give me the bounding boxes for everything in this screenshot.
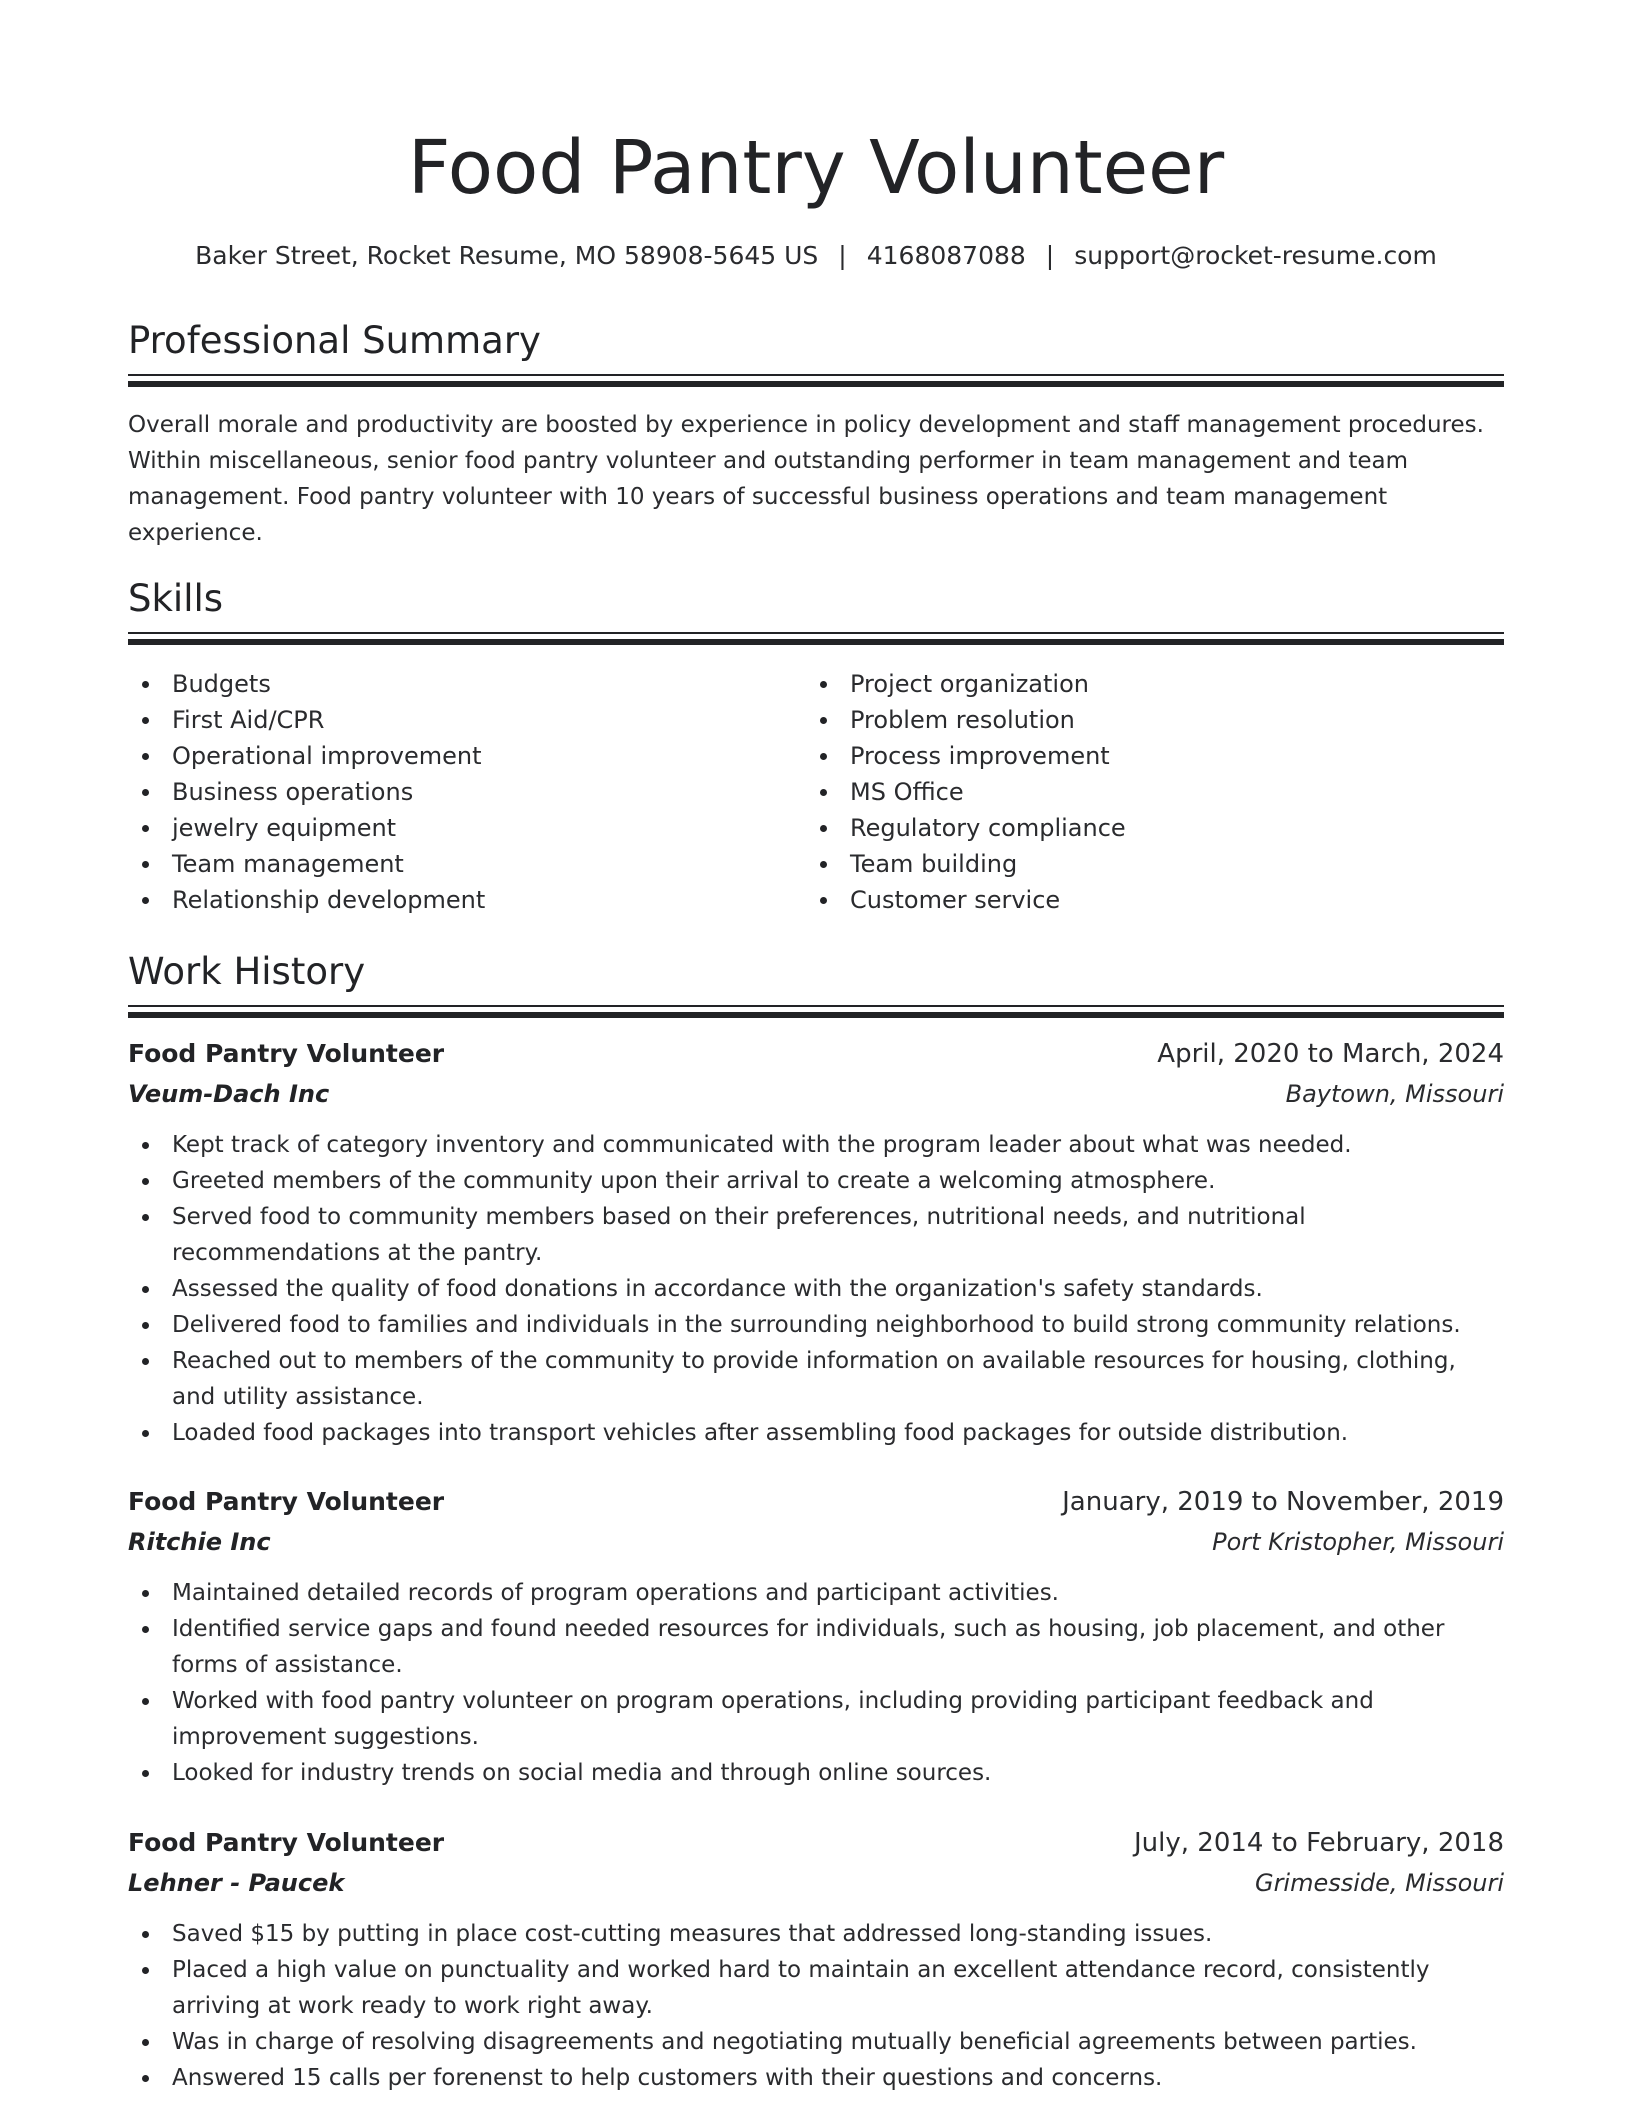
job-duty: Greeted members of the community upon their arrival to create a welcoming atmosphere.	[128, 1163, 1504, 1199]
section-title-work-history: Work History	[128, 950, 366, 993]
skills-list-right	[806, 666, 1126, 918]
job-location: Grimesside, Missouri	[1254, 1869, 1504, 1897]
job-duty: Maintained detailed records of program operations and participant activities.	[128, 1575, 1504, 1611]
job-title: Food Pantry Volunteer	[128, 1039, 445, 1068]
summary-text: Overall morale and productivity are boosted by experience in policy development and staff management procedures. Within miscellaneous, senior food pantry volunteer and outstanding performer in team management and team management. Food pantry volunteer with 10 years of successful business operations and team management experience.	[128, 412, 1484, 546]
divider-thick-line	[128, 1012, 1504, 1018]
job-header-row	[128, 1035, 1504, 1075]
job-duty: Worked with food pantry volunteer on program operations, including providing participant feedback and improvement suggestions.	[128, 1683, 1504, 1755]
section-divider	[128, 632, 1504, 646]
skill-item: First Aid/CPR	[128, 702, 485, 738]
job-dates: April, 2020 to March, 2024	[1157, 1039, 1504, 1069]
job-title: Food Pantry Volunteer	[128, 1828, 445, 1857]
job-dates: January, 2019 to November, 2019	[1062, 1487, 1504, 1517]
contact-separator: |	[1045, 241, 1055, 270]
job-duty: Looked for industry trends on social media and through online sources.	[128, 1755, 1504, 1791]
job-duty: Saved $15 by putting in place cost-cutting measures that addressed long-standing issues.	[128, 1916, 1504, 1952]
section-title-skills: Skills	[128, 577, 224, 620]
job-duty: Assessed the quality of food donations in accordance with the organization's safety standards.	[128, 1271, 1504, 1307]
job-header-row	[128, 1483, 1504, 1523]
job-duties-list	[128, 1916, 1504, 2096]
job-duty: Loaded food packages into transport vehicles after assembling food packages for outside distribution.	[128, 1415, 1504, 1451]
job-duty: Was in charge of resolving disagreements and negotiating mutually beneficial agreements between parties.	[128, 2024, 1504, 2060]
job-duty: Kept track of category inventory and communicated with the program leader about what was needed.	[128, 1127, 1504, 1163]
job-location: Port Kristopher, Missouri	[1212, 1528, 1504, 1556]
divider-thick-line	[128, 381, 1504, 387]
skill-item: jewelry equipment	[128, 810, 485, 846]
skills-list-left	[128, 666, 485, 918]
job-company-row	[128, 1864, 1504, 1904]
job-duty: Served food to community members based on their preferences, nutritional needs, and nutritional recommendations at the pantry.	[128, 1199, 1504, 1271]
job-location: Baytown, Missouri	[1285, 1080, 1504, 1108]
skill-item: MS Office	[806, 774, 1126, 810]
skill-item: Process improvement	[806, 738, 1126, 774]
section-divider	[128, 1005, 1504, 1019]
job-duty: Reached out to members of the community to provide information on available resources for housing, clothing, and utility assistance.	[128, 1343, 1504, 1415]
contact-line	[128, 238, 1504, 274]
job-entry	[128, 1483, 1504, 1791]
skill-item: Business operations	[128, 774, 485, 810]
divider-thin-line	[128, 374, 1504, 376]
skill-item: Team building	[806, 846, 1126, 882]
job-company: Veum-Dach Inc	[128, 1080, 330, 1108]
skill-item: Problem resolution	[806, 702, 1126, 738]
job-duty: Delivered food to families and individuals in the surrounding neighborhood to build strong community relations.	[128, 1307, 1504, 1343]
job-dates: July, 2014 to February, 2018	[1134, 1828, 1504, 1858]
contact-phone: 4168087088	[866, 241, 1026, 270]
job-company: Ritchie Inc	[128, 1528, 271, 1556]
job-entry	[128, 1824, 1504, 2096]
contact-separator: |	[838, 241, 847, 270]
divider-thin-line	[128, 632, 1504, 634]
skill-item: Project organization	[806, 666, 1126, 702]
job-company: Lehner - Paucek	[128, 1869, 345, 1897]
divider-thin-line	[128, 1005, 1504, 1007]
job-duties-list	[128, 1127, 1504, 1451]
job-entry	[128, 1035, 1504, 1451]
job-company-row	[128, 1523, 1504, 1563]
skill-item: Regulatory compliance	[806, 810, 1126, 846]
job-header-row	[128, 1824, 1504, 1864]
section-divider	[128, 374, 1504, 388]
section-title-summary: Professional Summary	[128, 319, 541, 362]
contact-email: support@rocket-resume.com	[1074, 241, 1437, 270]
job-title: Food Pantry Volunteer	[128, 1487, 445, 1516]
skill-item: Operational improvement	[128, 738, 485, 774]
skill-item: Relationship development	[128, 882, 485, 918]
contact-address: Baker Street, Rocket Resume, MO 58908-5645 US	[195, 241, 819, 270]
divider-thick-line	[128, 639, 1504, 645]
job-duties-list	[128, 1575, 1504, 1791]
job-duty: Answered 15 calls per forenenst to help customers with their questions and concerns.	[128, 2060, 1504, 2096]
job-duty: Placed a high value on punctuality and worked hard to maintain an excellent attendance record, consistently arriving at work ready to work right away.	[128, 1952, 1504, 2024]
job-company-row	[128, 1075, 1504, 1115]
job-duty: Identified service gaps and found needed resources for individuals, such as housing, job placement, and other forms of assistance.	[128, 1611, 1504, 1683]
skill-item: Customer service	[806, 882, 1126, 918]
skill-item: Budgets	[128, 666, 485, 702]
resume-name: Food Pantry Volunteer	[407, 125, 1225, 211]
skill-item: Team management	[128, 846, 485, 882]
